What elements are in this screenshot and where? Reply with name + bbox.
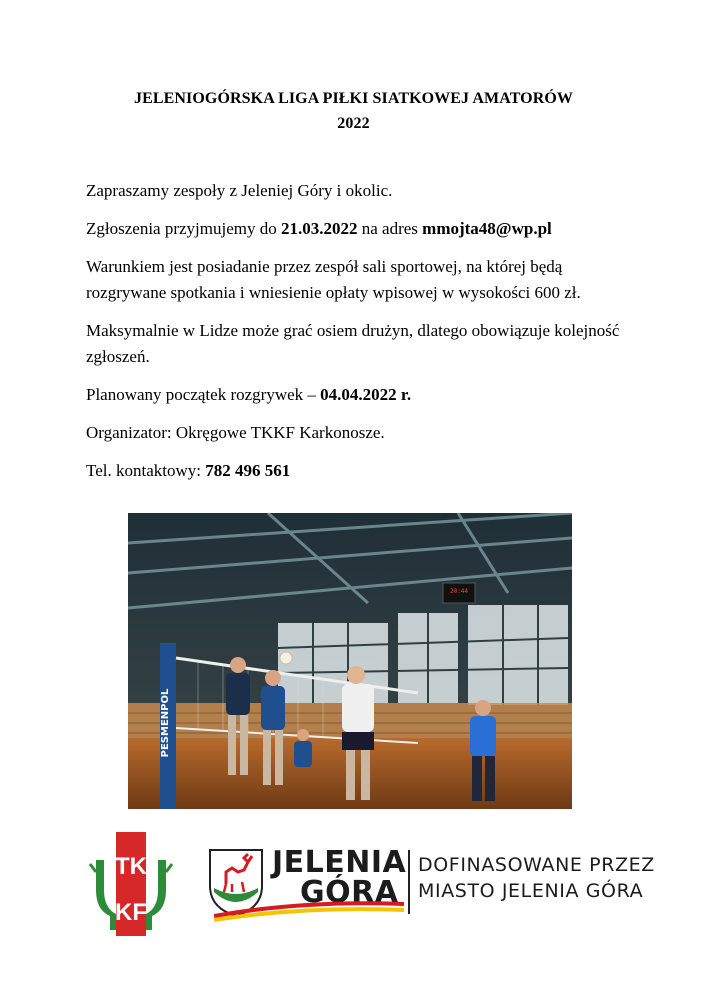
paragraph-max-teams: Maksymalnie w Lidze może grać osiem drużyn, dlatego obowiązuje kolejność zgłoszeń. bbox=[86, 321, 620, 366]
phone-number: 782 496 561 bbox=[205, 461, 291, 480]
jg-line-1: JELENIA bbox=[272, 845, 407, 880]
tkkf-logo bbox=[88, 830, 174, 936]
volleyball-photo bbox=[128, 513, 572, 809]
paragraph-start: Planowany początek rozgrywek – 04.04.2022 r. bbox=[86, 385, 412, 404]
svg-text:KF: KF bbox=[115, 899, 147, 926]
paragraph-conditions: Warunkiem jest posiadanie przez zespół sali sportowej, na której będą rozgrywane spotkania i wniesienie opłaty wpisowej w wysokości 600 zł. bbox=[86, 257, 581, 302]
cofinancing-text bbox=[418, 852, 655, 904]
document-title bbox=[0, 86, 707, 136]
sponsor-logos bbox=[0, 828, 707, 938]
email-address: mmojta48@wp.pl bbox=[422, 219, 552, 238]
paragraph-invitation: Zapraszamy zespoły z Jeleniej Góry i okolic. bbox=[86, 181, 393, 200]
start-date: 04.04.2022 r. bbox=[320, 385, 412, 404]
cofinancing-line-2: MIASTO JELENIA GÓRA bbox=[418, 880, 644, 902]
svg-text:TK: TK bbox=[115, 853, 147, 880]
document-body bbox=[86, 178, 626, 496]
paragraph-registration: Zgłoszenia przyjmujemy do 21.03.2022 na adres mmojta48@wp.pl bbox=[86, 219, 552, 238]
cofinancing-line-1: DOFINASOWANE PRZEZ bbox=[418, 854, 655, 876]
title-line-2: 2022 bbox=[337, 115, 370, 132]
jg-line-2: GÓRA bbox=[300, 875, 399, 910]
deadline-date: 21.03.2022 bbox=[280, 219, 358, 238]
logo-divider bbox=[408, 850, 410, 914]
title-line-1: JELENIOGÓRSKA LIGA PIŁKI SIATKOWEJ AMATORÓW bbox=[133, 90, 574, 107]
paragraph-phone: Tel. kontaktowy: 782 496 561 bbox=[86, 461, 291, 480]
volleyball-scene-image bbox=[128, 513, 572, 809]
color-swoosh bbox=[214, 896, 404, 922]
paragraph-organizer: Organizator: Okręgowe TKKF Karkonosze. bbox=[86, 423, 385, 442]
net-banner-text: PESMENPOL bbox=[160, 688, 171, 758]
scoreboard-digits: 20:44 bbox=[449, 588, 469, 595]
